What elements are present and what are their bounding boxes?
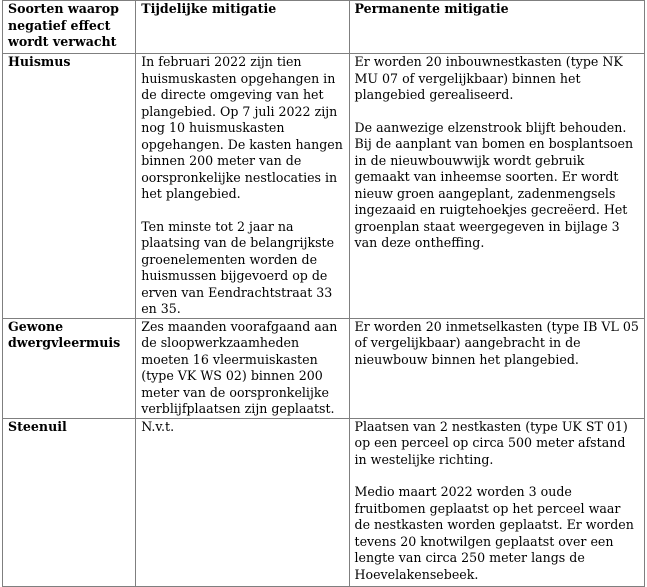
species-cell: Steenuil xyxy=(3,418,136,586)
paragraph: Ten minste tot 2 jaar na plaatsing van de belangrijkste groenelementen worden de huismussen bijgevoerd op de erven van Eendrachtstraat 33 en 35. xyxy=(141,218,335,316)
header-row xyxy=(3,1,645,54)
permanent-mitigation-cell xyxy=(349,418,644,586)
paragraph: Plaatsen van 2 nestkasten (type UK ST 01) op een perceel op circa 500 meter afstand in westelijke richting. xyxy=(354,418,628,467)
paragraph: Medio maart 2022 worden 3 oude fruitbomen geplaatst op het perceel waar de nestkasten worden geplaatst. Er worden tevens 20 knotwilgen geplaatst over een lengte van circa 250 meter langs de Hoevelakensebeek. xyxy=(354,484,634,582)
temporary-mitigation-cell xyxy=(136,54,349,319)
paragraph: Zes maanden voorafgaand aan de sloopwerkzaamheden moeten 16 vleermuiskasten (type VK WS 02) binnen 200 meter van de oorspronkelijke verblijfplaatsen zijn geplaatst. xyxy=(141,318,338,416)
paragraph: Er worden 20 inmetselkasten (type IB VL 05 of vergelijkbaar) aangebracht in de nieuwbouw binnen het plangebied. xyxy=(354,318,639,367)
table-row xyxy=(3,418,645,586)
species-cell: Huismus xyxy=(3,54,136,319)
header-species: Soorten waarop negatief effect wordt verwacht xyxy=(3,1,136,54)
header-temporary-mitigation: Tijdelijke mitigatie xyxy=(136,1,349,54)
temporary-mitigation-cell xyxy=(136,418,349,586)
table-row xyxy=(3,318,645,418)
temporary-mitigation-cell xyxy=(136,318,349,418)
paragraph: Er worden 20 inbouwnestkasten (type NK MU 07 of vergelijkbaar) binnen het plangebied gerealiseerd. xyxy=(354,54,623,102)
header-permanent-mitigation: Permanente mitigatie xyxy=(349,1,644,54)
paragraph: De aanwezige elzenstrook blijft behouden. Bij de aanplant van bomen en bosplantsoen in de nieuwbouwwijk wordt gebruik gemaakt van inheemse soorten. Er wordt nieuw groen aangeplant, zadenmengsels ingezaaid en ruigtehoekjes gecreëerd. Het groenplan staat weergegeven in bijlage 3 van deze ontheffing. xyxy=(354,119,634,250)
table-row xyxy=(3,54,645,319)
mitigation-table xyxy=(2,0,645,587)
species-cell: Gewone dwergvleermuis xyxy=(3,318,136,418)
paragraph: In februari 2022 zijn tien huismuskasten opgehangen in de directe omgeving van het plangebied. Op 7 juli 2022 zijn nog 10 huismuskasten opgehangen. De kasten hangen binnen 200 meter van de oorspronkelijke nestlocaties in het plangebied. xyxy=(141,54,343,201)
permanent-mitigation-cell xyxy=(349,54,644,319)
paragraph: N.v.t. xyxy=(141,418,175,434)
permanent-mitigation-cell xyxy=(349,318,644,418)
